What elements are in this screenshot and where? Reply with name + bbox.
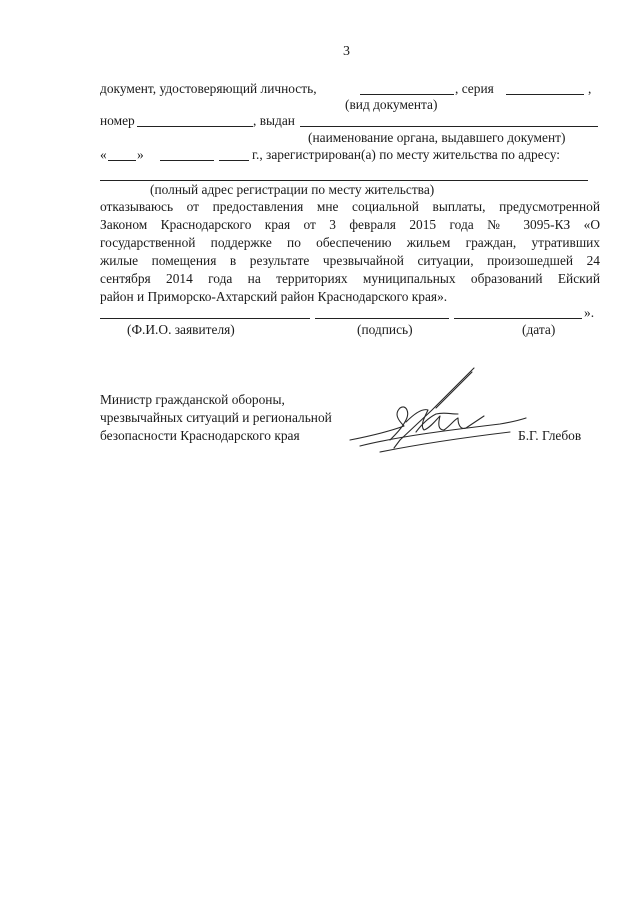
minister-title-line-2: чрезвычайных ситуаций и региональной <box>100 410 332 425</box>
number-blank <box>137 126 253 127</box>
issuer-caption: (наименование органа, выдавшего документ) <box>308 130 566 145</box>
number-label: номер <box>100 113 135 128</box>
body-line-5: сентября 2014 года на территориях муниципальных образований Ейский <box>100 271 600 286</box>
body-line-1: отказываюсь от предоставления мне социальной выплаты, предусмотренной <box>100 199 600 214</box>
page-number: 3 <box>343 44 350 59</box>
signature-caption: (подпись) <box>357 322 413 337</box>
handwritten-signature <box>340 362 540 462</box>
registered-address-label: г., зарегистрирован(а) по месту жительства по адресу: <box>252 147 561 162</box>
quote-close: » <box>137 147 144 162</box>
date-caption: (дата) <box>522 322 556 337</box>
body-line-6: район и Приморско-Ахтарский район Краснодарского края». <box>100 289 448 304</box>
series-label: , серия <box>455 81 494 96</box>
minister-name: Б.Г. Глебов <box>518 428 582 443</box>
issuer-blank <box>300 126 598 127</box>
body-line-3: государственной поддержке по обеспечению жильем граждан, утративших <box>100 235 600 250</box>
address-blank <box>100 180 588 181</box>
minister-title-line-1: Министр гражданской обороны, <box>100 392 285 407</box>
series-blank <box>506 94 584 95</box>
applicant-name-blank <box>100 318 310 319</box>
signature-row-end: ». <box>584 305 595 320</box>
applicant-signature-blank <box>315 318 449 319</box>
date-blank <box>454 318 582 319</box>
year-blank <box>219 160 249 161</box>
identity-document-label: документ, удостоверяющий личность, <box>100 81 317 96</box>
day-blank <box>108 160 136 161</box>
row1-end-comma: , <box>588 81 592 96</box>
issued-label: , выдан <box>253 113 295 128</box>
applicant-name-caption: (Ф.И.О. заявителя) <box>127 322 235 337</box>
month-blank <box>160 160 214 161</box>
body-line-4: жилые помещения в результате чрезвычайной ситуации, произошедшей 24 <box>100 253 600 268</box>
document-type-caption: (вид документа) <box>345 97 438 112</box>
quote-open: « <box>100 147 107 162</box>
address-caption: (полный адрес регистрации по месту жительства) <box>150 182 435 197</box>
body-line-2: Законом Краснодарского края от 3 февраля 2015 года № 3095-КЗ «О <box>100 217 600 232</box>
document-type-blank <box>360 94 454 95</box>
minister-title-line-3: безопасности Краснодарского края <box>100 428 300 443</box>
